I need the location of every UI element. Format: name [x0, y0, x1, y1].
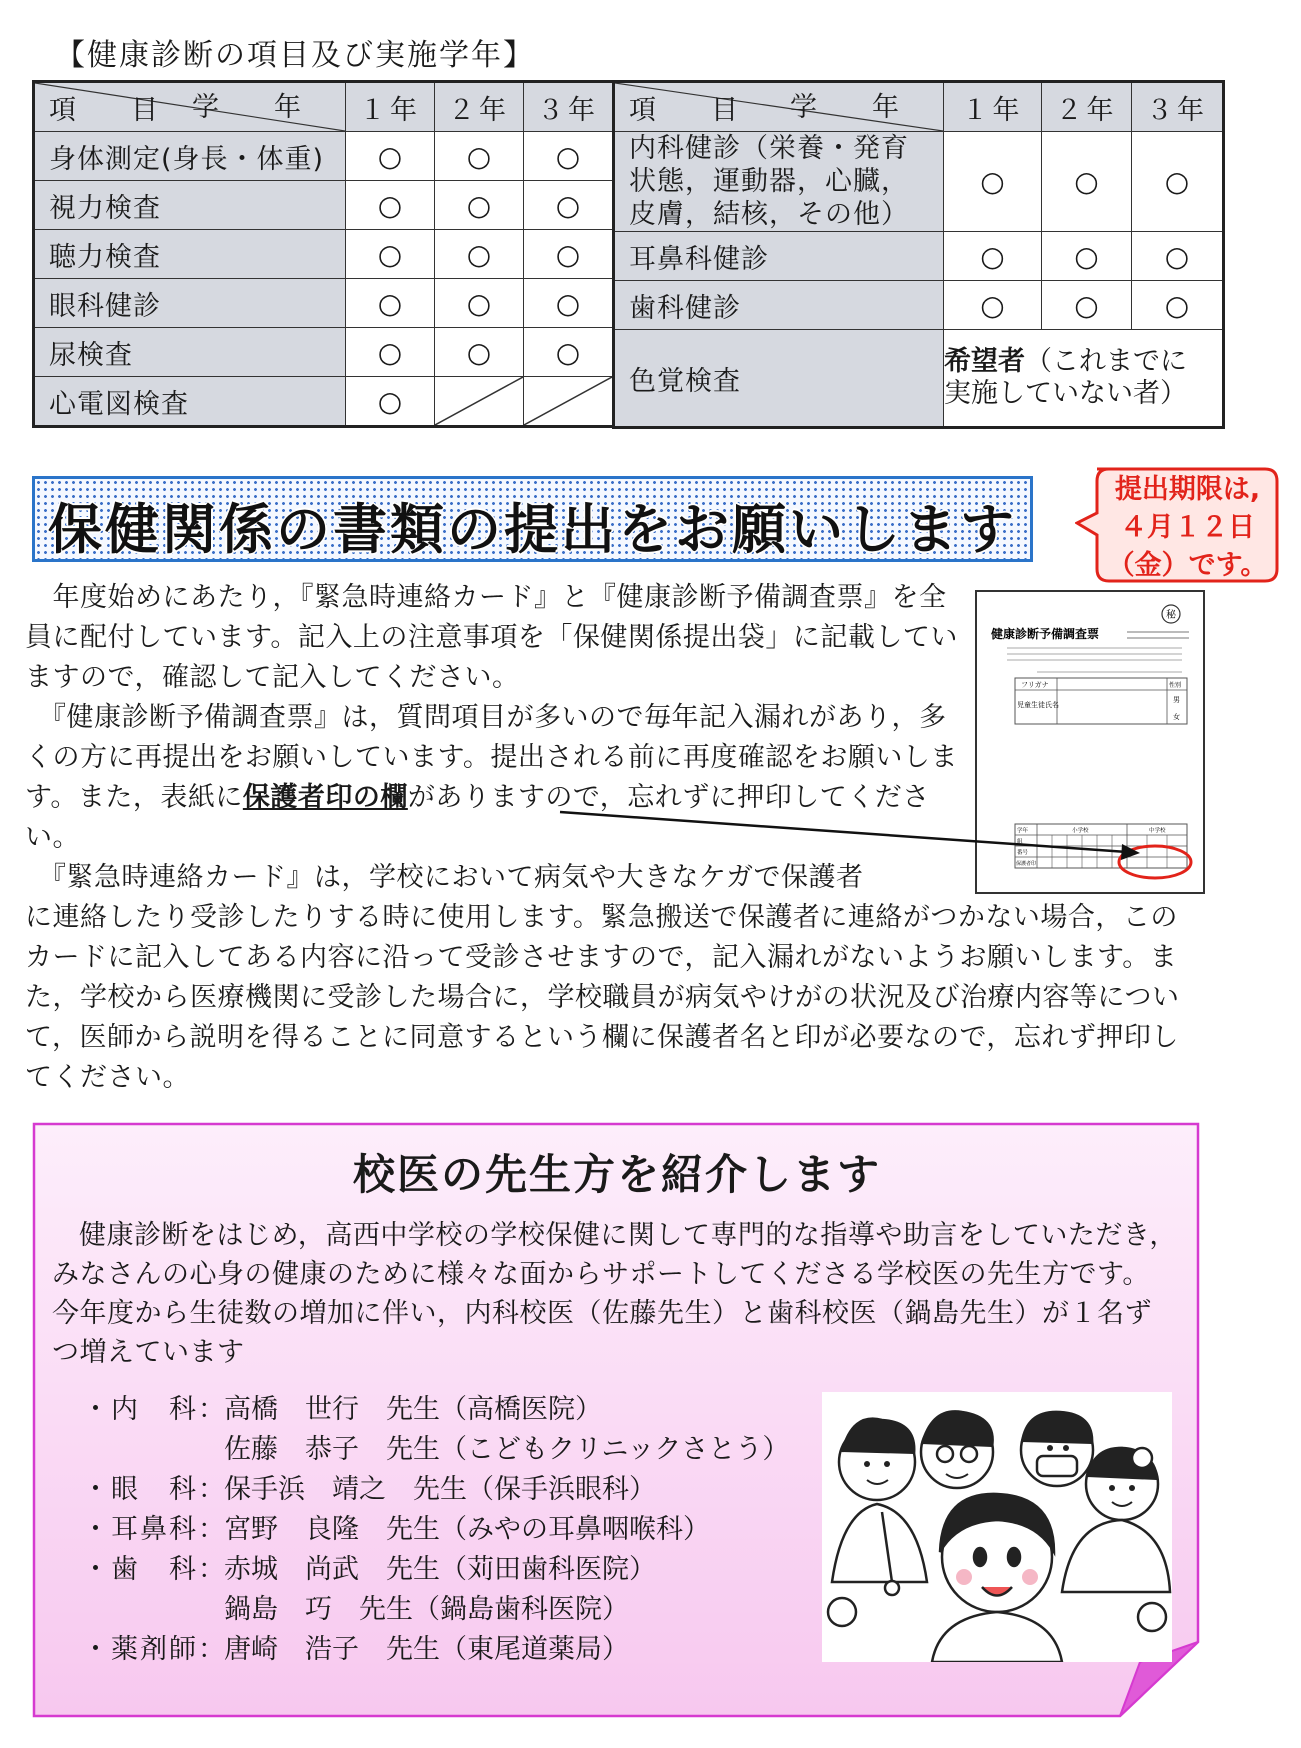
list-item	[82, 1630, 789, 1670]
list-item	[82, 1590, 789, 1630]
item-line: 皮膚，結核，その他）	[629, 199, 909, 230]
mark: ○	[435, 328, 524, 377]
mark: ○	[944, 132, 1042, 232]
mark: ○	[1132, 281, 1224, 330]
mark: ○	[346, 132, 435, 181]
doctor-name: 佐藤 恭子 先生（こどもクリニックさとう）	[224, 1434, 790, 1465]
mark: ○	[1132, 232, 1224, 281]
doctor-name: 唐崎 浩子 先生（東尾道薬局）	[224, 1634, 629, 1665]
header-item-label: 項 目	[49, 95, 172, 126]
list-item	[82, 1550, 789, 1590]
doctor-name: 保手浜 靖之 先生（保手浜眼科）	[224, 1474, 656, 1505]
list-item	[82, 1390, 789, 1430]
mark: ○	[1132, 132, 1224, 232]
item-name: 耳鼻科健診	[614, 232, 944, 281]
mark: ○	[524, 279, 614, 328]
paragraph-emergency-b: に連絡したり受診したりする時に使用します。緊急搬送で保護者に連絡がつかない場合，このカードに記入してある内容に沿って受診させますので，記入漏れがないようお願いします。また，学校から医療機関に受診した場合に，学校職員が病気やけがの状況及び治療内容等について，医師から説明を得ることに同意するという欄に保護者名と印が必要なので，忘れず押印してください。	[25, 902, 1180, 1093]
mark: ○	[346, 328, 435, 377]
item-name: 視力検査	[34, 181, 346, 230]
deadline-line: ４月１２日	[1120, 512, 1255, 543]
mark: ○	[346, 181, 435, 230]
banner-title: 保健関係の書類の提出をお願いします	[48, 498, 1017, 561]
guardian-seal-emphasis: 保護者印の欄	[242, 782, 408, 813]
header-grade-label: 学 年	[790, 92, 913, 123]
form-class: 組	[1017, 839, 1023, 845]
doctors-illustration	[822, 1392, 1172, 1662]
form-title: 健康診断予備調査票	[991, 627, 1100, 641]
doctor-name: 赤城 尚武 先生（苅田歯科医院）	[224, 1554, 656, 1585]
mark: ○	[1042, 281, 1132, 330]
mark: ○	[346, 279, 435, 328]
department: ・眼 科：	[82, 1474, 227, 1505]
mark: ○	[346, 377, 435, 427]
item-name: 歯科健診	[614, 281, 944, 330]
department: ・歯 科：	[82, 1554, 227, 1585]
list-item	[82, 1470, 789, 1510]
form-name-label: 児童生徒氏名	[1017, 701, 1059, 709]
doctors-title: 校医の先生方を紹介します	[352, 1150, 881, 1199]
mark: ○	[524, 181, 614, 230]
department: ・薬剤師：	[82, 1634, 227, 1665]
item-name: 心電図検査	[34, 377, 346, 427]
mark: ○	[435, 132, 524, 181]
doctor-name: 宮野 良隆 先生（みやの耳鼻咽喉科）	[224, 1514, 710, 1545]
section-title: 【健康診断の項目及び実施学年】	[55, 38, 535, 73]
item-name: 尿検査	[34, 328, 346, 377]
mark: ○	[524, 132, 614, 181]
mark: ○	[435, 279, 524, 328]
header-year-1: １年	[944, 82, 1042, 132]
form-gender: 性別	[1169, 682, 1182, 689]
doctor-name: 鍋島 巧 先生（鍋島歯科医院）	[224, 1594, 629, 1625]
mark: ○	[524, 328, 614, 377]
mark: ○	[944, 232, 1042, 281]
wish-line2: 実施していない者）	[944, 378, 1187, 409]
department: ・耳鼻科：	[82, 1514, 227, 1545]
doctors-list	[82, 1390, 789, 1670]
paragraph-text: がありますので，忘れずに押印してください。	[25, 782, 930, 853]
header-item-label: 項 目	[629, 95, 752, 126]
deadline-line: （金）です。	[1107, 550, 1268, 581]
mark: ○	[435, 181, 524, 230]
header-year-3: ３年	[1132, 82, 1224, 132]
paragraph-emergency-a: 『緊急時連絡カード』は，学校において病気や大きなケガで保護者	[25, 862, 864, 893]
item-line: 内科健診（栄養・発育	[629, 133, 909, 164]
wish-bold: 希望者	[944, 346, 1025, 377]
form-grade: 学年	[1017, 828, 1029, 834]
header-grade-label: 学 年	[192, 92, 315, 123]
mark: ○	[435, 230, 524, 279]
item-line: 状態，運動器，心臓，	[629, 166, 909, 197]
mark: ○	[944, 281, 1042, 330]
school-doctors-box	[32, 1122, 1202, 1719]
mark: ○	[346, 230, 435, 279]
header-year-2: ２年	[1042, 82, 1132, 132]
mark: ○	[1042, 132, 1132, 232]
form-junior: 中学校	[1149, 828, 1166, 834]
mark: ○	[1042, 232, 1132, 281]
form-female: 女	[1173, 713, 1180, 721]
form-furigana: フリガナ	[1021, 681, 1049, 689]
mark: ○	[524, 230, 614, 279]
form-secret: 秘	[1166, 610, 1176, 621]
item-name: 色覚検査	[614, 330, 944, 428]
form-elementary: 小学校	[1072, 828, 1089, 834]
form-male: 男	[1173, 696, 1180, 704]
doctors-intro: 健康診断をはじめ，高西中学校の学校保健に関して専門的な指導や助言をしていただき，みなさんの心身の健康のために様々な面からサポートしてくださる学校医の先生方です。今年度から生徒数の増加に伴い，内科校医（佐藤先生）と歯科校医（鍋島先生）が１名ずつ増えています	[52, 1220, 1177, 1368]
doctor-name: 高橋 世行 先生（高橋医院）	[224, 1394, 602, 1425]
item-name: 聴力検査	[34, 230, 346, 279]
header-year-3: ３年	[524, 82, 614, 132]
item-name: 身体測定(身長・体重)	[34, 132, 346, 181]
paragraph-distribution: 年度始めにあたり，『緊急時連絡カード』と『健康診断予備調査票』を全員に配付しています。記入上の注意事項を「保健関係提出袋」に記載していますので，確認して記入してください。	[25, 582, 958, 693]
paragraph-text: 『健康診断予備調査票』は，質問項目が多いので毎年記入漏れがあり，多くの方に再提出をお願いしています。提出される前に再度確認をお願いします。また，表紙に	[25, 702, 958, 813]
form-number: 番号	[1017, 850, 1029, 856]
form-guardian-seal: 保護者印	[1016, 861, 1037, 867]
list-item	[82, 1430, 789, 1470]
header-year-2: ２年	[435, 82, 524, 132]
list-item	[82, 1510, 789, 1550]
deadline-line: 提出期限は,	[1114, 474, 1261, 505]
item-name: 眼科健診	[34, 279, 346, 328]
department: ・内 科：	[82, 1394, 227, 1425]
wish-rest: （これまでに	[1025, 346, 1187, 377]
header-year-1: １年	[346, 82, 435, 132]
